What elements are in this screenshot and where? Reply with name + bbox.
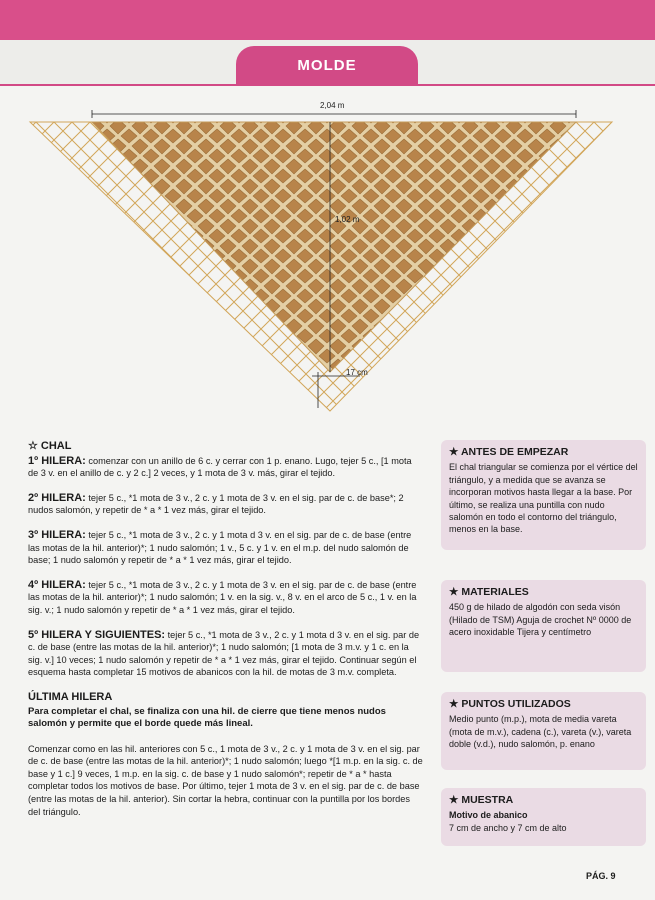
width-label: 2,04 m [320,101,345,110]
section-tab [236,46,418,84]
row-2-text: tejer 5 c., *1 mota de 3 v., 2 c. y 1 mota de 3 v. en el sig. par de c. de base*; 2 nudos salomón, y repetir de * a * 1 vez más, girar el tejido. [28,492,404,516]
row-2 [28,492,423,517]
instructions [28,440,423,830]
last-row-text: Comenzar como en las hil. anteriores con 5 c., 1 mota de 3 v., 2 c. y 1 mota de 3 v. en el sig. par de c. de base (entre las motas de la hil. anterior)*; 1 nudo salomón; luego *[1 m.p. en la sig. c. de base y 1 c.] 9 veces, 1 m.p. en la sig. c. de base y 1 nudo salomón*; repetir de * a * hasta completar todos los motivos de base. Por último, tejer 1 mota de 3 v. en el sig. par de c. de base (entre las motas de la hil. anterior). Sin cortar la hebra, continuar con la puntilla por los bordes del triángulo. [28,743,423,817]
last-row-title: ÚLTIMA HILERA [28,690,113,703]
row-3-head: 3º HILERA: [28,528,86,541]
box-muestra [441,788,646,846]
row-5 [28,629,423,679]
width-dimension [92,110,576,118]
tip-label: 17 cm [346,368,368,377]
row-2-head: 2º HILERA: [28,491,86,504]
row-4-head: 4º HILERA: [28,578,86,591]
row-4-text: tejer 5 c., *1 mota de 3 v., 2 c. y 1 mota de 3 v. en el sig. par de c. de base (entre las motas de la hil. anterior)*; 1 nudo salomón; 1 v. en la sig. v., 8 v. en el arco de 5 c., 1 v. en la sig. v.; 1 nudo salomón y repetir de * a * 1 vez más, girar el tejido. [28,579,417,615]
materiales-text: 450 g de hilado de algodón con seda visón (Hilado de TSM) Aguja de crochet Nº 0000 de acero inoxidable Tijera y centímetro [449,602,632,638]
row-1-text: comenzar con un anillo de 6 c. y cerrar con 1 p. enano. Lugo, tejer 5 c., [1 mota de 3 v. en el anillo de c. y 2 c.] 2 veces, y 1 mota de 3 v. más, girar el tejido. [28,455,412,479]
muestra-sub: Motivo de abanico [449,810,528,821]
muestra-title: ★ MUESTRA [449,794,514,806]
materiales-title: ★ MATERIALES [449,586,529,598]
row-5-head: 5º HILERA Y SIGUIENTES: [28,628,166,641]
page-number: PÁG. 9 [586,871,616,881]
shawl-diagram [0,86,655,426]
chal-title: ☆ CHAL [28,440,72,452]
antes-text: El chal triangular se comienza por el vértice del triángulo, y a medida que se avanza se incorporan motivos hasta llegar a la base. Por último, se realiza una puntilla con nudo salomón en todo el contorno del triángulo, menos en la base. [449,462,638,535]
box-puntos [441,692,646,770]
puntos-text: Medio punto (m.p.), mota de media vareta (mota de m.v.), cadena (c.), vareta (v.), vareta doble (v.d.), nudo salomón, p. enano [449,714,632,750]
antes-title: ★ ANTES DE EMPEZAR [449,446,569,458]
tab-label: MOLDE [297,56,357,74]
height-label: 1,02 m [335,215,360,224]
row-5-text: tejer 5 c., *1 mota de 3 v., 2 c. y 1 mota d 3 v. en el sig. par de c. de base (entre las motas de la hil. anterior)*; 1 nudo salomón; [1 mota de 3 m.v. y 1 c. en la sig. v.] 10 veces; 1 nudo salomón y repetir de * a * 1 vez más, girar el tejido. Continuar según el esquema hasta completar 15 motivos de abanicos con la hil. de motas de 3 m.v. completa. [28,629,420,678]
top-pink-band [0,0,655,40]
puntos-title: ★ PUNTOS UTILIZADOS [449,698,571,710]
box-antes [441,440,646,550]
row-3-text: tejer 5 c., *1 mota de 3 v., 2 c. y 1 mota d 3 v. en el sig. par de c. de base (entre las motas de la hil. anterior)*; 1 nudo salomón; 1 v., 5 c. y 1 v. en el m.p. del nudo salomón de base; 1 nudo salomón y repetir de * a * 1 vez más, girar el tejido. [28,529,412,566]
row-3 [28,529,423,567]
last-row-intro: Para completar el chal, se finaliza con una hil. de cierre que tiene menos nudos salomón y permite que el borde quede más lineal. [28,705,386,730]
row-4 [28,579,423,617]
muestra-text: 7 cm de ancho y 7 cm de alto [449,822,567,833]
row-1-head: 1º HILERA: [28,454,86,467]
box-materiales [441,580,646,672]
row-1 [28,455,423,480]
